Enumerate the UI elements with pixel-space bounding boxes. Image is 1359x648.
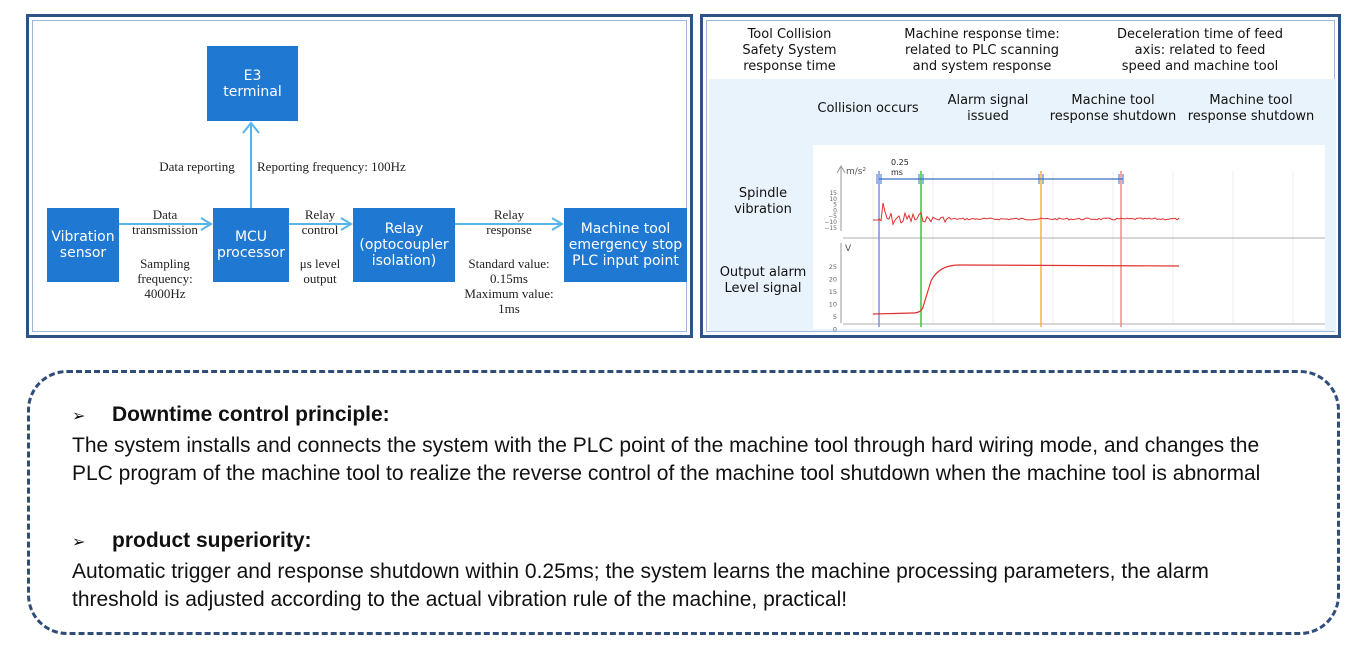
row-label-output-alarm-level: Output alarm Level signal [719, 265, 807, 296]
timing-chart-plot [813, 131, 1325, 334]
vibration-sensor-box: Vibration sensor [47, 208, 119, 282]
label-data-transmission: Data transmission [132, 207, 198, 237]
interval-label: 0.25 [891, 158, 909, 167]
level-tick-label: 0 [832, 325, 837, 334]
label-data-reporting: Data reporting [159, 159, 235, 174]
level-tick-label: 10 [828, 300, 837, 309]
label-relay-control: Relay control [301, 207, 339, 237]
vibration-tick-label: −5 [828, 213, 837, 221]
superiority-title: product superiority: [112, 529, 312, 552]
header-machine-response-time: Machine response time: related to PLC scanning and system response [904, 27, 1060, 74]
arrow-bullet-icon: ➢ [72, 532, 86, 551]
vibration-tick-label: 5 [833, 201, 837, 209]
level-tick-label: 20 [828, 275, 837, 284]
vibration-tick-label: 10 [829, 195, 837, 203]
header-collision-response-time: Tool Collision Safety System response time [742, 27, 837, 74]
mcu-processor-box: MCU processor [213, 208, 289, 282]
level-unit: V [845, 244, 852, 254]
plc-input-point-box: Machine tool emergency stop PLC input point [564, 208, 687, 282]
vibration-tick-label: 0 [833, 207, 837, 215]
principle-heading [72, 403, 390, 427]
label-reporting-frequency: Reporting frequency: 100Hz [257, 159, 406, 174]
superiority-text: Automatic trigger and response shutdown within 0.25ms; the system learns the machine processing parameters, the alarm threshold is adjusted according to the actual vibration rule of the machine, practical! [72, 560, 1209, 611]
interval-label: ms [891, 168, 903, 177]
level-tick-label: 5 [832, 313, 837, 321]
plot-area [813, 145, 1325, 329]
label-sampling-frequency: Sampling frequency: 4000Hz [137, 256, 193, 301]
principle-title: Downtime control principle: [112, 403, 390, 426]
vibration-tick-label: 15 [829, 190, 837, 197]
e3-terminal-box: E3 terminal [207, 46, 298, 121]
event-collision-occurs: Collision occurs [817, 101, 919, 116]
event-machine-response-shutdown-2: Machine tool response shutdown [1187, 93, 1315, 124]
vibration-tick-label: −15 [824, 224, 837, 232]
superiority-heading [72, 529, 312, 553]
flow-diagram-panel [26, 14, 693, 338]
level-tick-label: 15 [828, 288, 837, 296]
event-alarm-signal-issued: Alarm signal issued [947, 93, 1029, 124]
arrow-bullet-icon: ➢ [72, 406, 86, 425]
level-tick-label: 25 [828, 263, 837, 271]
header-deceleration-time: Deceleration time of feed axis: related to feed speed and machine tool [1116, 27, 1284, 74]
timing-chart-panel [700, 14, 1341, 338]
relay-box: Relay (optocoupler isolation) [353, 208, 455, 282]
vibration-tick-label: −10 [824, 219, 837, 226]
label-relay-response: Relay response [486, 207, 532, 237]
label-standard-value: Standard value: 0.15ms Maximum value: 1ms [464, 256, 554, 316]
event-machine-response-shutdown-1: Machine tool response shutdown [1049, 93, 1177, 124]
principle-text: The system installs and connects the system with the PLC point of the machine tool through hard wiring mode, and changes the PLC program of the machine tool to realize the reverse control of the machine tool shutdown when the machine tool is abnormal [72, 434, 1261, 485]
vibration-unit: m/s² [846, 167, 867, 177]
row-label-spindle-vibration: Spindle vibration [734, 186, 792, 217]
label-us-level-output: μs level output [299, 256, 341, 286]
